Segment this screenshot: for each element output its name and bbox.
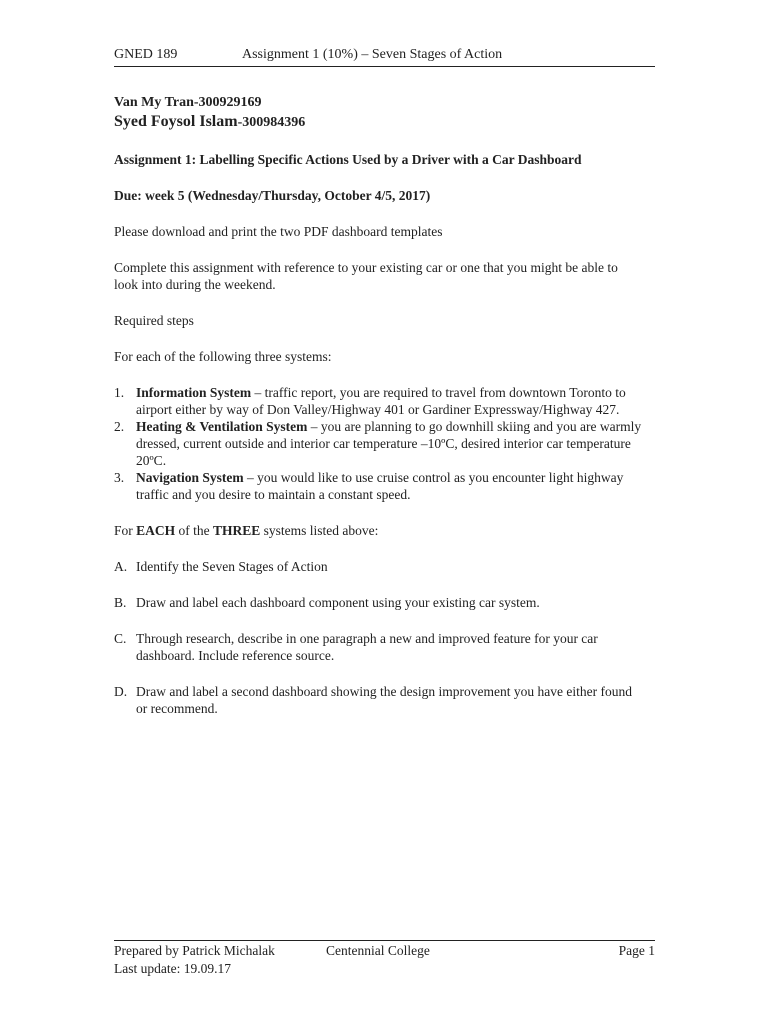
system-name: Information System bbox=[136, 385, 252, 400]
task-letter: D. bbox=[114, 684, 128, 699]
assignment-heading: Assignment 1: Labelling Specific Actions Used by a Driver with a Car Dashboard bbox=[114, 152, 582, 167]
task-letter: A. bbox=[114, 559, 128, 574]
text-fragment: For bbox=[114, 523, 137, 538]
task-item bbox=[114, 558, 644, 575]
task-letter: C. bbox=[114, 631, 127, 646]
system-description: – traffic report, you are required to travel from downtown Toronto to airport either by way of Don Valley/Highway 401 or Gardiner Expressway/Highway 427. bbox=[136, 385, 626, 417]
each-system-line bbox=[114, 522, 644, 539]
systems-intro: For each of the following three systems: bbox=[114, 349, 332, 364]
authors-block bbox=[114, 94, 305, 133]
task-text: Draw and label a second dashboard showing the design improvement you have either found or recommend. bbox=[136, 684, 632, 716]
task-item bbox=[114, 630, 644, 664]
system-description: – you would like to use cruise control as you encounter light highway traffic and you desire to maintain a constant speed. bbox=[136, 470, 624, 502]
download-instruction: Please download and print the two PDF dashboard templates bbox=[114, 224, 443, 239]
footer-page-number: Page 1 bbox=[618, 943, 655, 958]
task-text: Draw and label each dashboard component using your existing car system. bbox=[136, 595, 540, 610]
list-number: 3. bbox=[114, 470, 125, 485]
author-1: Van My Tran-300929169 bbox=[114, 95, 262, 110]
text-fragment: of the bbox=[175, 523, 214, 538]
systems-list bbox=[114, 384, 644, 503]
author-2 bbox=[114, 112, 305, 133]
task-text: Through research, describe in one paragraph a new and improved feature for your car dashboard. Include reference source. bbox=[136, 631, 598, 663]
text-fragment: systems listed above: bbox=[260, 523, 379, 538]
header-course-code: GNED 189 bbox=[114, 47, 178, 62]
emphasis-three: THREE bbox=[213, 523, 261, 538]
required-steps-label: Required steps bbox=[114, 313, 194, 328]
document-body bbox=[114, 151, 644, 736]
header-assignment-title: Assignment 1 (10%) – Seven Stages of Action bbox=[242, 47, 503, 62]
author-2-name: Syed Foysol Islam bbox=[114, 113, 238, 130]
footer-prepared-by: Prepared by Patrick Michalak bbox=[114, 943, 275, 958]
footer-college: Centennial College bbox=[326, 943, 430, 958]
task-item bbox=[114, 594, 644, 611]
due-date: Due: week 5 (Wednesday/Thursday, October 4/5, 2017) bbox=[114, 188, 431, 203]
footer-divider bbox=[114, 940, 655, 941]
task-text: Identify the Seven Stages of Action bbox=[136, 559, 328, 574]
list-item bbox=[114, 418, 644, 469]
author-2-id: -300984396 bbox=[237, 115, 306, 130]
list-item bbox=[114, 384, 644, 418]
header-divider bbox=[114, 66, 655, 67]
system-name: Navigation System bbox=[136, 470, 244, 485]
task-letter: B. bbox=[114, 595, 127, 610]
system-name: Heating & Ventilation System bbox=[136, 419, 308, 434]
list-number: 1. bbox=[114, 385, 125, 400]
emphasis-each: EACH bbox=[136, 523, 176, 538]
list-item bbox=[114, 469, 644, 503]
tasks-list bbox=[114, 558, 644, 717]
list-number: 2. bbox=[114, 419, 125, 434]
task-item bbox=[114, 683, 644, 717]
complete-instruction: Complete this assignment with reference to your existing car or one that you might be able to look into during the weekend. bbox=[114, 260, 618, 292]
footer-last-update: Last update: 19.09.17 bbox=[114, 961, 231, 976]
system-description: – you are planning to go downhill skiing and you are warmly dressed, current outside and interior car temperature –10ºC, desired interior car temperature 20ºC. bbox=[136, 419, 642, 468]
